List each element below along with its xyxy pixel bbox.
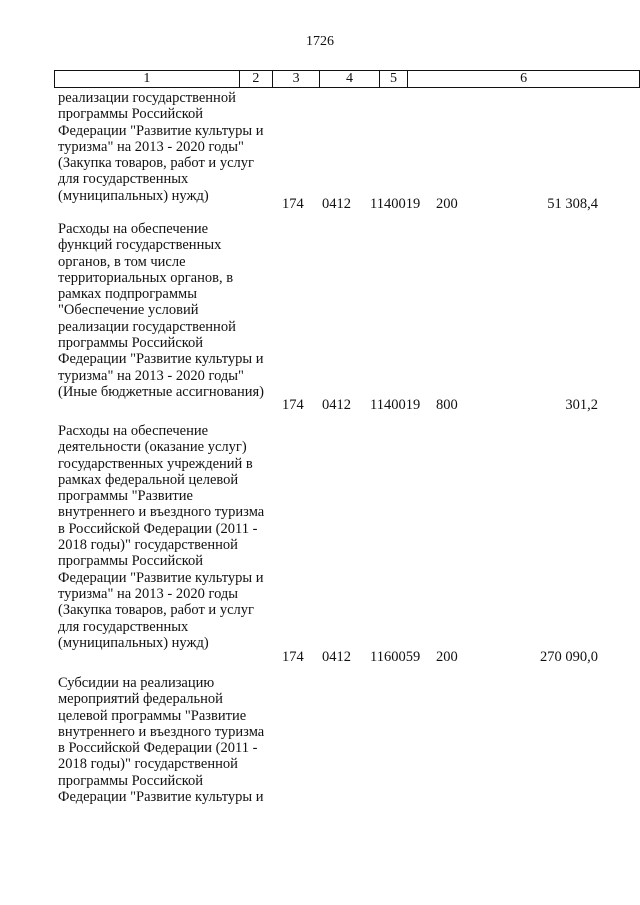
grbs-code: 174 — [282, 397, 304, 413]
target-article-code: 1160059 — [370, 649, 421, 665]
amount: 51 308,4 — [547, 196, 598, 212]
section-code: 0412 — [322, 397, 351, 413]
row-description: реализации государственной программы Российской Федерации "Развитие культуры и туризма" на 2013 - 2020 годы" (Закупка товаров, работ и услуг для государственных (муниципальных) нужд) — [58, 90, 264, 204]
row-description: Расходы на обеспечение деятельности (оказание услуг) государственных учреждений в рамках федеральной целевой программы "Развитие внутреннего и въездного туризма в Российской Федерации (2011 - 2018 годы)" государственной программы Российской Федерации "Развитие культуры и туризма" на 2013 - 2020 годы (Закупка товаров, работ и услуг для государственных (муниципальных) нужд) — [58, 423, 265, 651]
grbs-code: 174 — [282, 196, 304, 212]
row-description: Субсидии на реализацию мероприятий федеральной целевой программы "Развитие внутреннего и въездного туризма в Российской Федерации (2011 - 2018 годы)" государственной программы Российской Федерации "Развитие культуры и — [58, 675, 265, 806]
amount: 301,2 — [565, 397, 598, 413]
column-header-3: 3 — [272, 71, 319, 88]
amount: 270 090,0 — [540, 649, 598, 665]
row-description: Расходы на обеспечение функций государственных органов, в том числе территориальных органов, в рамках подпрограммы "Обеспечение условий реализации государственной программы Российской Федерации "Развитие культуры и туризма" на 2013 - 2020 годы" (Иные бюджетные ассигнования) — [58, 221, 265, 400]
expense-type-code: 200 — [436, 196, 458, 212]
target-article-code: 1140019 — [370, 397, 421, 413]
expense-type-code: 200 — [436, 649, 458, 665]
grbs-code: 174 — [282, 649, 304, 665]
target-article-code: 1140019 — [370, 196, 421, 212]
page-number: 1726 — [306, 34, 334, 49]
column-header-5: 5 — [379, 71, 407, 88]
column-header-2: 2 — [239, 71, 272, 88]
section-code: 0412 — [322, 649, 351, 665]
column-header-4: 4 — [320, 71, 380, 88]
column-header-table — [54, 70, 640, 88]
section-code: 0412 — [322, 196, 351, 212]
expense-type-code: 800 — [436, 397, 458, 413]
column-header-6: 6 — [408, 71, 640, 88]
column-header-row — [55, 71, 640, 88]
column-header-1: 1 — [55, 71, 240, 88]
